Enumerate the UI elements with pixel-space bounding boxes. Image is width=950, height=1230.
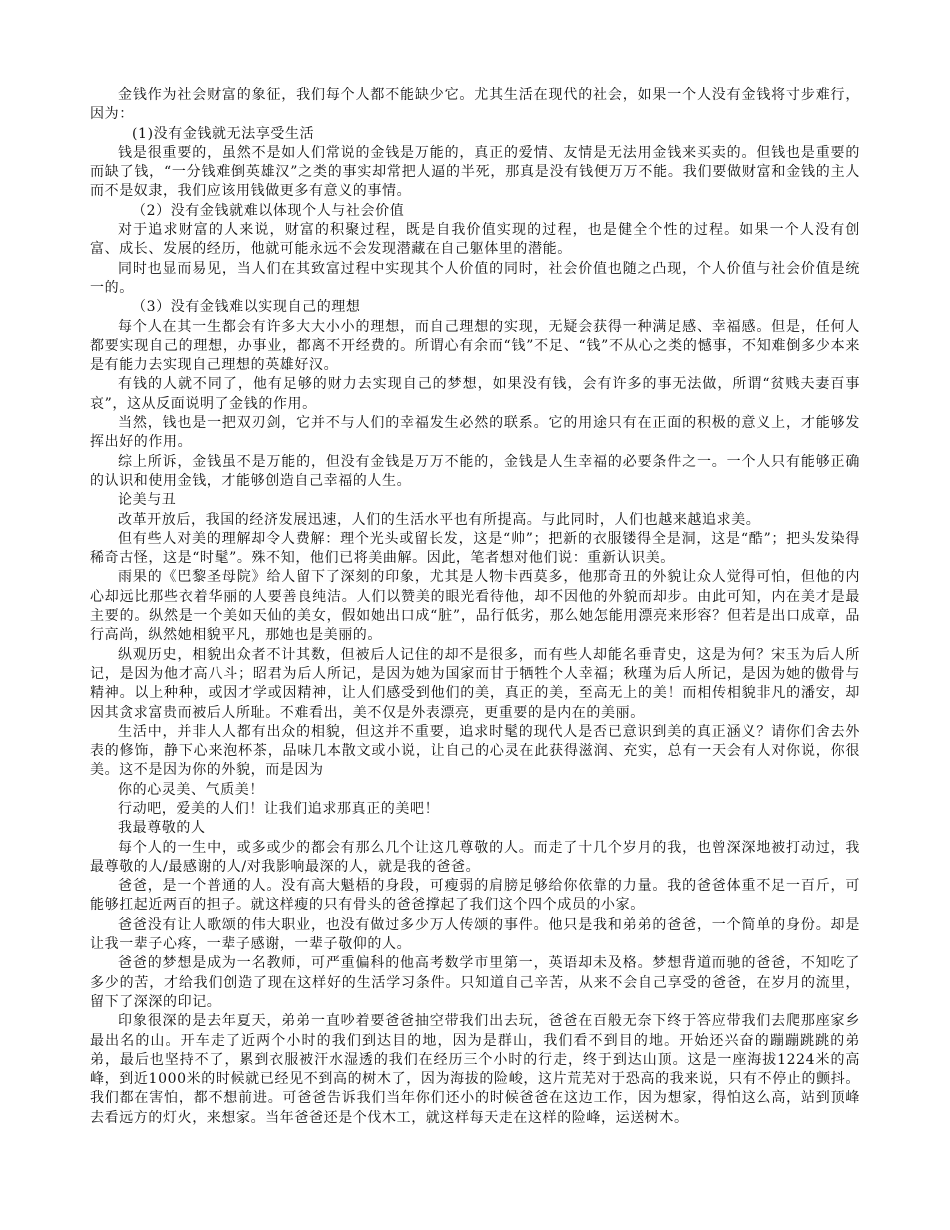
paragraph: 改革开放后，我国的经济发展迅速，人们的生活水平也有所提高。与此同时，人们也越来越追求美。 <box>118 511 761 528</box>
paragraph: 我最尊敬的人 <box>118 820 206 837</box>
paragraph: 印象很深的是去年夏天，弟弟一直吵着要爸爸抽空带我们出去玩，爸爸在百般无奈下终于答应带我们去爬那座家乡最出名的山。开车走了近两个小时的我们到达目的地，因为是群山，我们看不到目的地。开始还兴奋的蹦蹦跳跳的弟弟，最后也坚持不了，累到衣服被汗水湿透的我们在经历三个小时的行走，终于到达山顶。这是一座海拔1224米的高峰，到近1000米的时候就已经见不到高的树木了，因为海拔的险峻，这片荒芜对于恐高的我来说，只有不停止的颤抖。我们都在害怕，都不想前进。可爸爸告诉我们当年你们还小的时候爸爸在这边工作，因为想家，得怕这么高，站到顶峰去看远方的灯火，来想家。当年爸爸还是个伐木工，就这样每天走在这样的险峰，运送树木。 <box>90 1013 860 1126</box>
paragraph: 当然，钱也是一把双刃剑，它并不与人们的幸福发生必然的联系。它的用途只有在正面的积极的意义上，才能够发挥出好的作用。 <box>90 415 860 451</box>
paragraph: 雨果的《巴黎圣母院》给人留下了深刻的印象，尤其是人物卡西莫多，他那奇丑的外貌让众人觉得可怕，但他的内心却远比那些衣着华丽的人要善良纯洁。人们以赞美的眼光看待他，却不因他的外貌而却步。由此可知，内在美才是最主要的。纵然是一个美如天仙的美女，假如她出口成“脏”，品行低劣，那么她怎能用漂亮来形容？但若是出口成章，品行高尚，纵然她相貌平凡，那她也是美丽的。 <box>90 569 860 644</box>
section-subheading: （3）没有金钱难以实现自己的理想 <box>132 299 361 316</box>
paragraph: 同时也显而易见，当人们在其致富过程中实现其个人价值的同时，社会价值也随之凸现，个人价值与社会价值是统一的。 <box>90 260 860 296</box>
paragraph: 你的心灵美、气质美！ <box>118 781 264 798</box>
paragraph: 每个人在其一生都会有许多大大小小的理想，而自己理想的实现，无疑会获得一种满足感、幸福感。但是，任何人都要实现自己的理想，办事业，都离不开经费的。所谓心有余而“钱”不足、“钱”不从心之类的憾事，不知难倒多少本来是有能力去实现自己理想的英雄好汉。 <box>90 318 860 374</box>
paragraph: 生活中，并非人人都有出众的相貌，但这并不重要，追求时髦的现代人是否已意识到美的真正涵义？请你们舍去外表的修饰，静下心来泡杯茶，品味几本散文或小说，让自己的心灵在此获得滋润、充实，总有一天会有人对你说，你很美。这不是因为你的外貌，而是因为 <box>90 723 860 779</box>
paragraph: 有钱的人就不同了，他有足够的财力去实现自己的梦想，如果没有钱，会有许多的事无法做，所谓“贫贱夫妻百事哀”，这从反面说明了金钱的作用。 <box>90 376 860 412</box>
paragraph: 每个人的一生中，或多或少的都会有那么几个让这几尊敬的人。而走了十几个岁月的我，也曾深深地被打动过，我最尊敬的人/最感谢的人/对我影响最深的人，就是我的爸爸。 <box>90 839 860 875</box>
section-subheading: (1)没有金钱就无法享受生活 <box>132 125 315 142</box>
paragraph: 爸爸，是一个普通的人。没有高大魁梧的身段，可瘦弱的肩膀足够给你依靠的力量。我的爸爸体重不足一百斤，可能够扛起近两百的担子。就这样瘦的只有骨头的爸爸撑起了我们这个四个成员的小家。 <box>90 878 860 914</box>
paragraph: 行动吧，爱美的人们！让我们追求那真正的美吧！ <box>118 800 440 817</box>
paragraph: 对于追求财富的人来说，财富的积聚过程，既是自我价值实现的过程，也是健全个性的过程。如果一个人没有创富、成长、发展的经历，他就可能永远不会发现潜藏在自己躯体里的潜能。 <box>90 222 860 258</box>
paragraph: 爸爸的梦想是成为一名教师，可严重偏科的他高考数学市里第一，英语却未及格。梦想背道而驰的爸爸，不知吃了多少的苦，才给我们创造了现在这样好的生活学习条件。只知道自己辛苦，从来不会自己享受的爸爸，在岁月的流里，留下了深深的印记。 <box>90 955 860 1010</box>
paragraph: 但有些人对美的理解却令人费解：理个光头或留长发，这是“帅”；把新的衣服镂得全是洞，这是“酷”；把头发染得稀奇古怪，这是“时髦”。殊不知，他们已将美曲解。因此，笔者想对他们说：重新认识美。 <box>90 530 860 567</box>
document-body <box>90 86 860 1128</box>
paragraph: 金钱作为社会财富的象征，我们每个人都不能缺少它。尤其生活在现代的社会，如果一个人没有金钱将寸步难行，因为： <box>90 87 860 123</box>
paragraph: 综上所诉，金钱虽不是万能的，但没有金钱是万万不能的，金钱是人生幸福的必要条件之一。一个人只有能够正确的认识和使用金钱，才能够创造自己幸福的人生。 <box>90 453 860 489</box>
paragraph: 论美与丑 <box>118 492 177 509</box>
paragraph: 钱是很重要的，虽然不是如人们常说的金钱是万能的，真正的爱情、友情是无法用金钱来买卖的。但钱也是重要的而缺了钱，“一分钱难倒英雄汉”之类的事实却常把人逼的半死，那真是没有钱便万万不能。我们要做财富和金钱的主人而不是奴隶，我们应该用钱做更多有意义的事情。 <box>90 144 860 200</box>
section-subheading: （2）没有金钱就难以体现个人与社会价值 <box>132 202 405 219</box>
paragraph: 纵观历史，相貌出众者不计其数，但被后人记住的却不是很多，而有些人却能名垂青史，这是为何？宋玉为后人所记，是因为他才高八斗；昭君为后人所记，是因为她为国家而甘于牺牲个人幸福；秋瑾为后人所记，是因为她的傲骨与精神。以上种种，或因才学或因精神，让人们感受到他们的美，真正的美，至高无上的美！而相传相貌非凡的潘安，却因其贪求富贵而被后人所耻。不难看出，美不仅是外表漂亮，更重要的是内在的美丽。 <box>90 646 860 721</box>
paragraph: 爸爸没有让人歌颂的伟大职业，也没有做过多少万人传颂的事件。他只是我和弟弟的爸爸，一个简单的身份。却是让我一辈子心疼，一辈子感谢，一辈子敬仰的人。 <box>90 916 860 953</box>
